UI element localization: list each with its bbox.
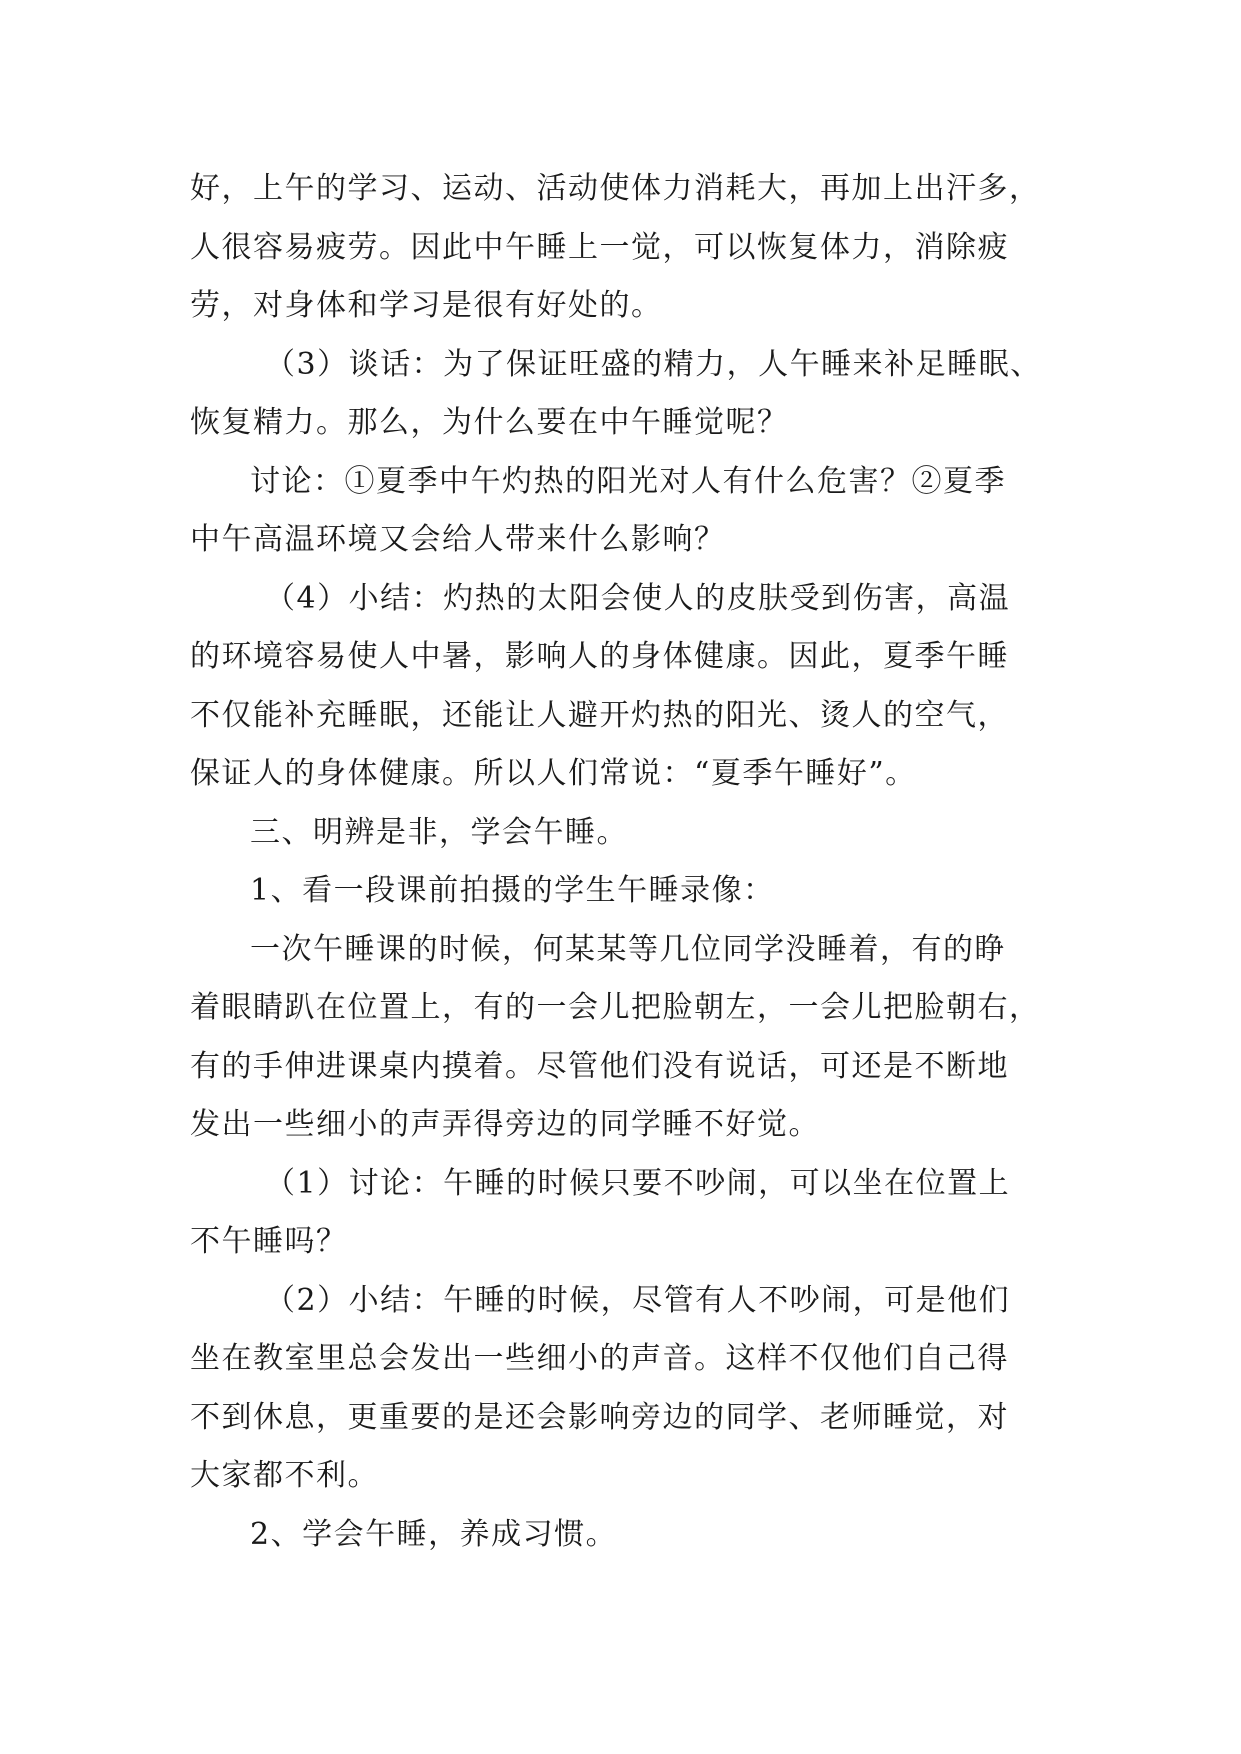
text-line: 不午睡吗？ — [190, 1224, 348, 1259]
text-line: 一次午睡课的时候，何某某等几位同学没睡着，有的睁 — [250, 931, 1006, 967]
text-line: 讨论：①夏季中午灼热的阳光对人有什么危害？②夏季 — [250, 463, 1006, 499]
text-line: （3）谈话：为了保证旺盛的精力，人午睡来补足睡眠、 — [265, 346, 1042, 382]
text-line: 不仅能补充睡眠，还能让人避开灼热的阳光、烫人的空气， — [190, 697, 1009, 733]
text-line: 的环境容易使人中暑，影响人的身体健康。因此，夏季午睡 — [190, 639, 1009, 674]
text-line: 保证人的身体健康。所以人们常说：“夏季午睡好”。 — [190, 756, 917, 791]
text-line: （2）小结：午睡的时候，尽管有人不吵闹，可是他们 — [265, 1282, 1011, 1318]
text-line: 坐在教室里总会发出一些细小的声音。这样不仅他们自己得 — [190, 1341, 1009, 1376]
section-heading: 三、明辨是非，学会午睡。 — [250, 814, 628, 850]
text-line: 着眼睛趴在位置上，有的一会儿把脸朝左，一会儿把脸朝右， — [190, 990, 1041, 1025]
text-line: 有的手伸进课桌内摸着。尽管他们没有说话，可还是不断地 — [190, 1048, 1009, 1084]
text-line: 好，上午的学习、运动、活动使体力消耗大，再加上出汗多， — [190, 171, 1041, 206]
text-line: （1）讨论：午睡的时候只要不吵闹，可以坐在位置上 — [265, 1165, 1011, 1201]
text-line: 恢复精力。那么，为什么要在中午睡觉呢？ — [190, 405, 789, 440]
text-line: 大家都不利。 — [190, 1458, 379, 1493]
text-line: 1、看一段课前拍摄的学生午睡录像： — [250, 873, 775, 908]
text-line: 2、学会午睡，养成习惯。 — [250, 1516, 618, 1552]
text-line: 人很容易疲劳。因此中午睡上一觉，可以恢复体力，消除疲 — [190, 229, 1009, 265]
document-body — [190, 160, 1050, 1564]
text-line: （4）小结：灼热的太阳会使人的皮肤受到伤害，高温 — [265, 580, 1011, 616]
text-line: 发出一些细小的声弄得旁边的同学睡不好觉。 — [190, 1107, 820, 1142]
text-line: 中午高温环境又会给人带来什么影响？ — [190, 522, 726, 557]
text-line: 不到休息，更重要的是还会影响旁边的同学、老师睡觉，对 — [190, 1399, 1009, 1435]
text-line: 劳，对身体和学习是很有好处的。 — [190, 288, 663, 323]
